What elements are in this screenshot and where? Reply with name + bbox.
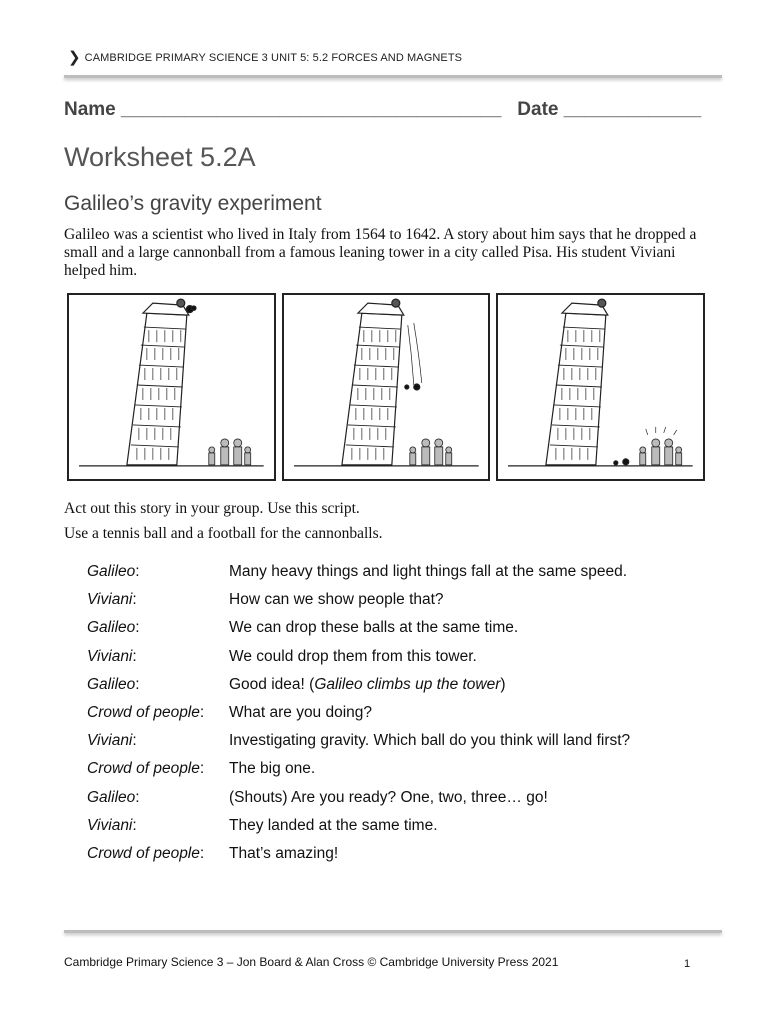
leaning-tower-illustration bbox=[69, 295, 274, 479]
leaning-tower-illustration bbox=[498, 295, 703, 479]
header-text: CAMBRIDGE PRIMARY SCIENCE 3 UNIT 5: 5.2 FORCES AND MAGNETS bbox=[84, 51, 463, 64]
leaning-tower-illustration bbox=[284, 295, 489, 479]
script-line: Crowd of people: What are you doing? bbox=[87, 704, 373, 722]
comic-panel-3 bbox=[496, 293, 705, 481]
intro-paragraph: Galileo was a scientist who lived in Italy from 1564 to 1642. A story about him says that he dropped a small and a large cannonball from a famous leaning tower in a city called Pisa. His student Viviani helped him. bbox=[64, 226, 697, 279]
speech-text-part: ) bbox=[500, 675, 506, 693]
script-line: Viviani: We could drop them from this tower. bbox=[87, 647, 477, 665]
script-line: Viviani: How can we show people that? bbox=[87, 591, 444, 609]
speech-text: We could drop them from this tower. bbox=[229, 647, 477, 665]
speech-text: The big one. bbox=[229, 760, 316, 778]
speech-text: Many heavy things and light things fall at the same speed. bbox=[229, 563, 628, 581]
script-line: Galileo: Many heavy things and light things fall at the same speed. bbox=[87, 563, 628, 581]
comic-strip bbox=[67, 293, 705, 481]
script-table bbox=[87, 558, 630, 868]
speech-text-part: Good idea! ( bbox=[229, 675, 315, 693]
date-field[interactable]: _____________ bbox=[563, 99, 702, 120]
script-line: Viviani: They landed at the same time. bbox=[87, 816, 438, 834]
speaker-name: Galileo bbox=[87, 563, 136, 581]
stage-direction: Galileo climbs up the tower bbox=[314, 675, 501, 693]
speech-text: That’s amazing! bbox=[229, 844, 339, 862]
speaker-name: Viviani bbox=[87, 816, 133, 834]
speaker-name: Galileo bbox=[87, 788, 136, 806]
speaker-name: Crowd of people bbox=[87, 844, 200, 862]
comic-panel-2 bbox=[282, 293, 491, 481]
speech-text bbox=[229, 676, 506, 694]
speaker-name: Galileo bbox=[87, 619, 136, 637]
speaker-name: Viviani bbox=[87, 647, 133, 665]
speaker-name: Crowd of people bbox=[87, 760, 200, 778]
footer-divider bbox=[64, 930, 722, 933]
speech-text: They landed at the same time. bbox=[229, 816, 438, 834]
running-header bbox=[68, 50, 462, 65]
script-line: Galileo: Good idea! (Galileo climbs up the tower) bbox=[87, 675, 506, 693]
script-line: Galileo: (Shouts) Are you ready? One, two, three… go! bbox=[87, 788, 548, 806]
speech-text: (Shouts) Are you ready? One, two, three… go! bbox=[229, 788, 548, 806]
script-line: Crowd of people: The big one. bbox=[87, 760, 316, 778]
speech-text: How can we show people that? bbox=[229, 591, 444, 609]
speech-text: What are you doing? bbox=[229, 704, 373, 722]
page-number: 1 bbox=[684, 958, 691, 970]
speaker-name: Viviani bbox=[87, 591, 133, 609]
name-date-line bbox=[64, 99, 701, 121]
speaker-name: Viviani bbox=[87, 732, 133, 750]
name-label: Name bbox=[64, 99, 116, 120]
script-line: Crowd of people: That’s amazing! bbox=[87, 844, 339, 862]
header-divider bbox=[64, 75, 722, 78]
speaker-name: Crowd of people bbox=[87, 704, 200, 722]
speaker-name: Galileo bbox=[87, 675, 136, 693]
script-line: Viviani: Investigating gravity. Which ball do you think will land first? bbox=[87, 732, 631, 750]
footer-copyright: Cambridge Primary Science 3 – Jon Board & Alan Cross © Cambridge University Press 2021 bbox=[64, 955, 559, 969]
name-field[interactable]: ____________________________________ bbox=[121, 99, 502, 120]
worksheet-title: Worksheet 5.2A bbox=[64, 142, 256, 172]
chevron-right-icon: ❯ bbox=[68, 49, 81, 66]
speech-text: We can drop these balls at the same time. bbox=[229, 619, 519, 637]
speech-text: Investigating gravity. Which ball do you think will land first? bbox=[229, 732, 631, 750]
instruction-1: Act out this story in your group. Use this script. bbox=[64, 500, 360, 517]
instruction-2: Use a tennis ball and a football for the cannonballs. bbox=[64, 525, 383, 542]
date-label: Date bbox=[517, 99, 559, 120]
script-line: Galileo: We can drop these balls at the same time. bbox=[87, 619, 519, 637]
comic-panel-1 bbox=[67, 293, 276, 481]
worksheet-subtitle: Galileo’s gravity experiment bbox=[64, 192, 322, 215]
